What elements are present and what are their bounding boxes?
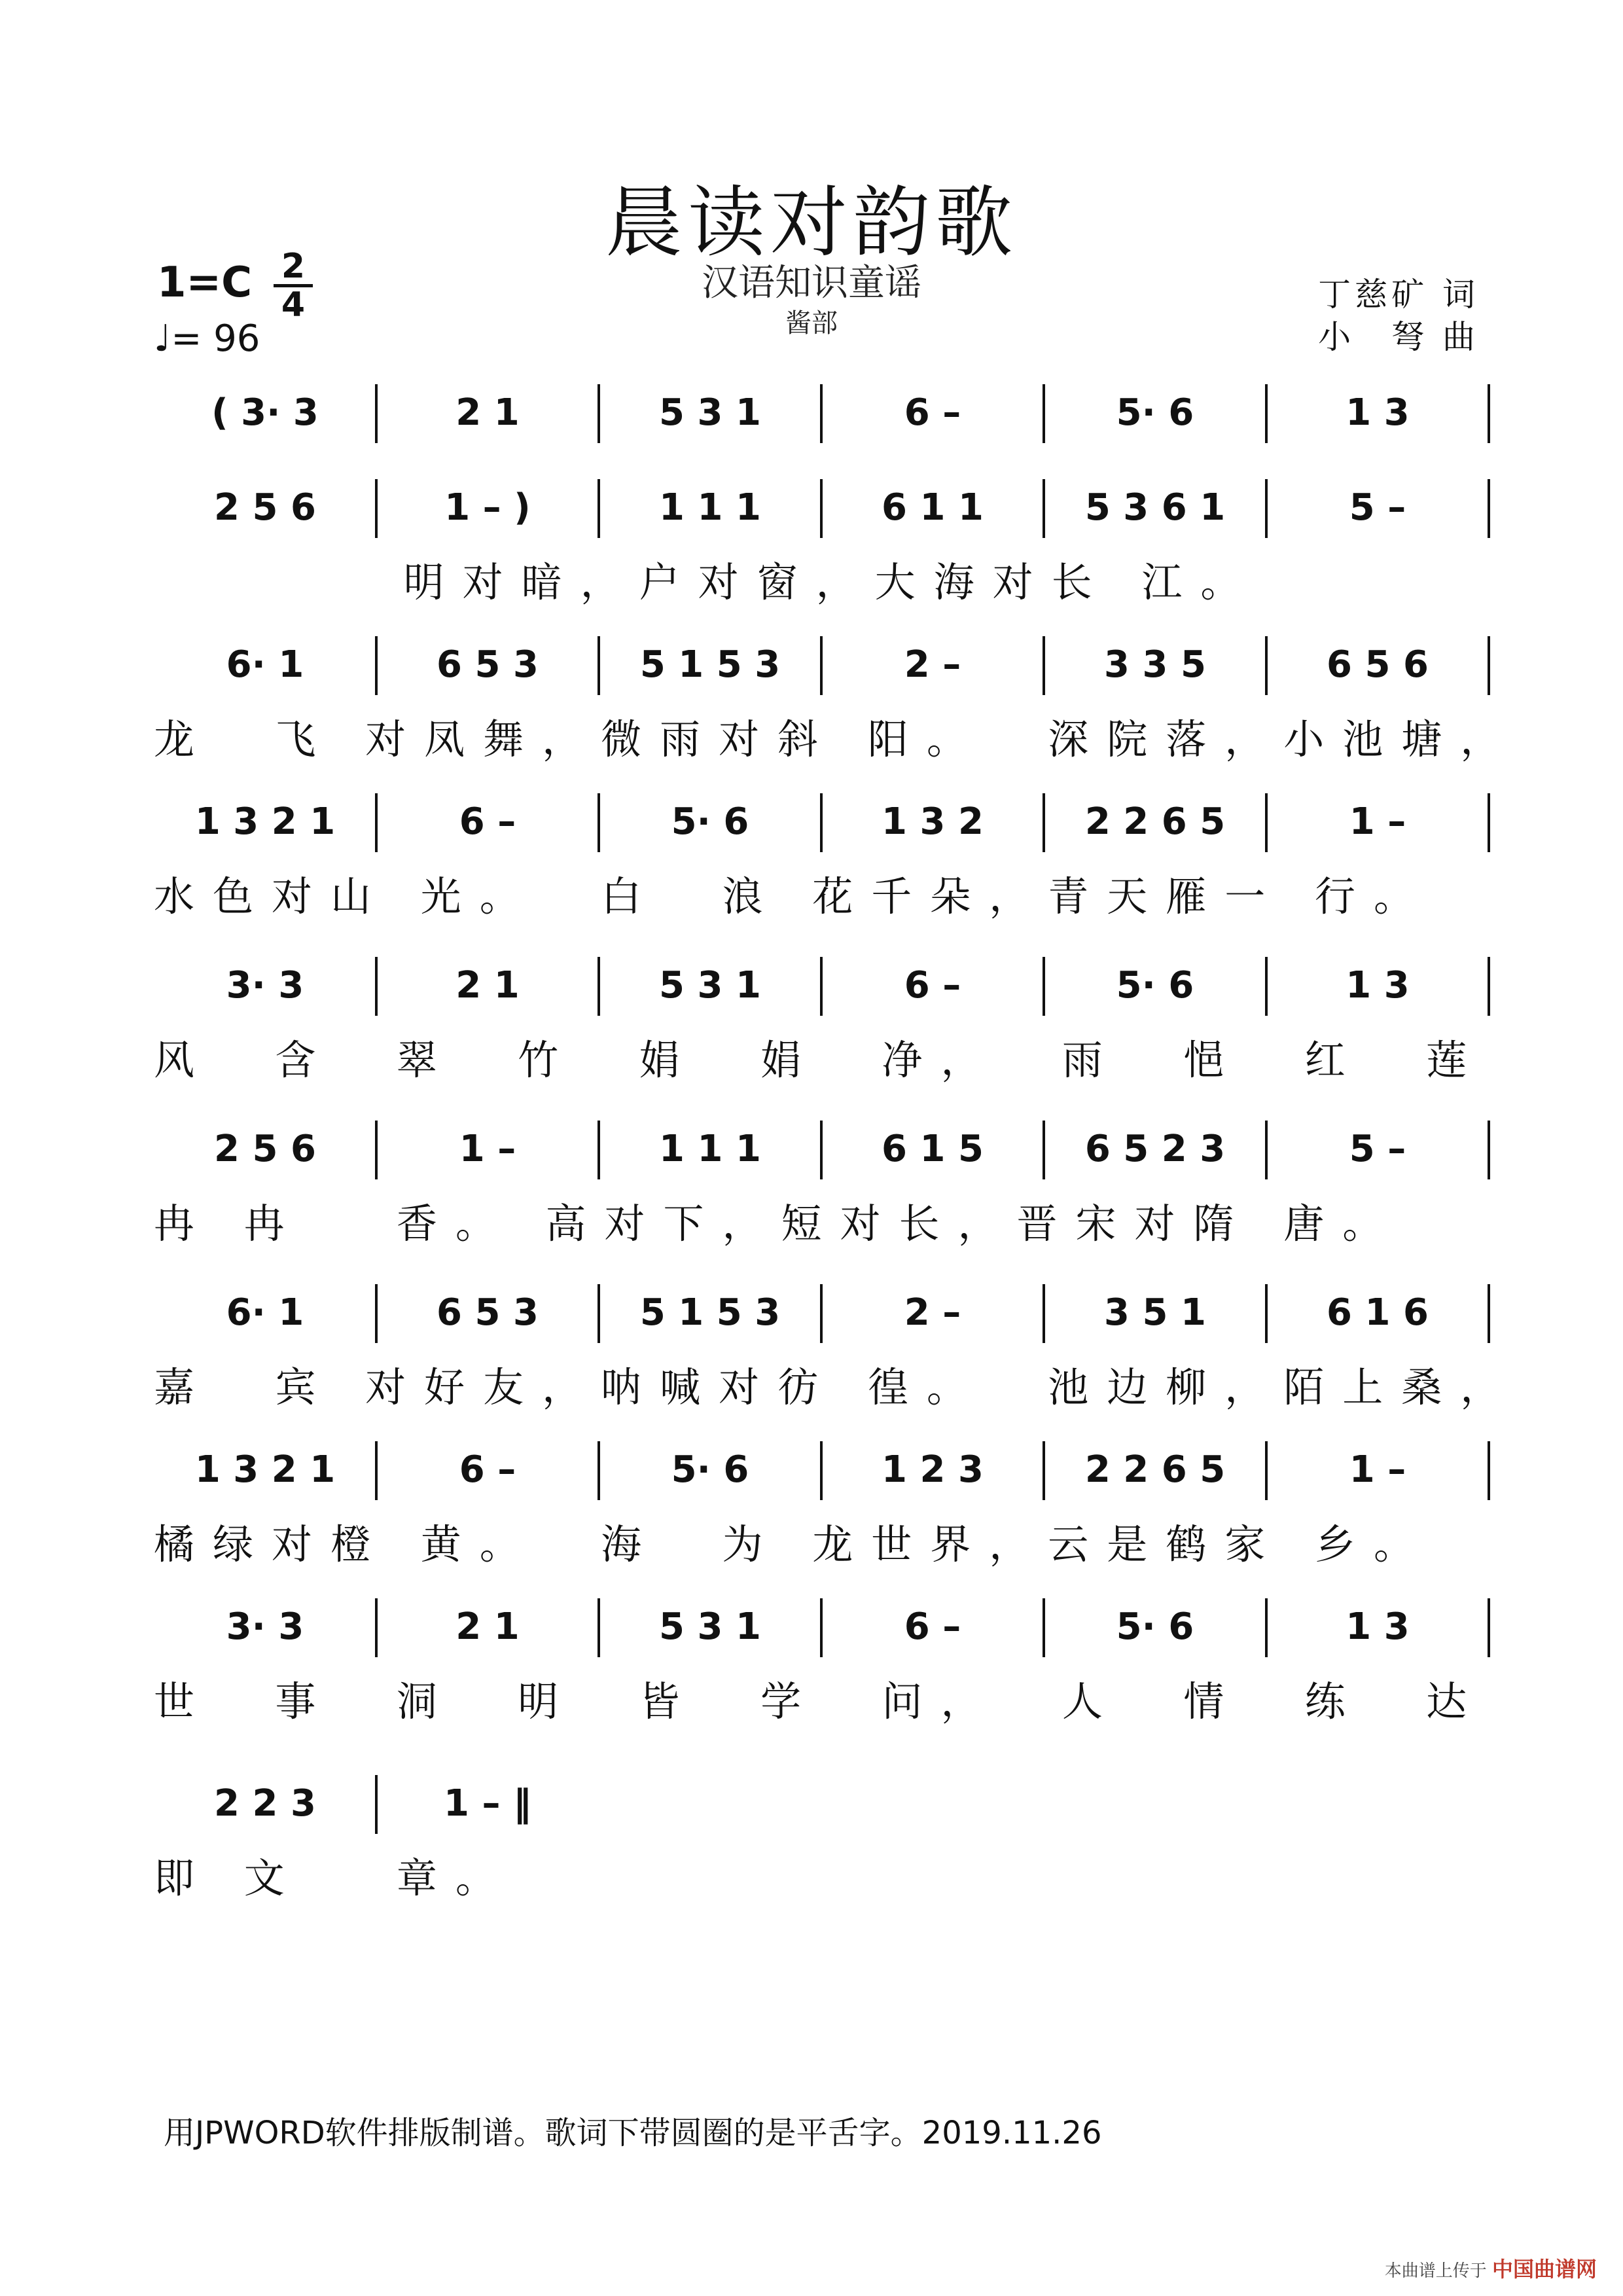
- measure: 5· 6: [1116, 963, 1194, 1007]
- score-row: [154, 471, 1489, 622]
- key-signature: 1=C: [157, 259, 253, 307]
- measure: 5 –: [1349, 1127, 1406, 1170]
- measure: 1 3: [1346, 1605, 1410, 1648]
- measure: 1 2 3: [882, 1448, 984, 1491]
- measure: 5 1 5 3: [639, 1291, 781, 1334]
- song-subsubtitle: 酱部: [785, 308, 838, 338]
- measure: 2 1: [455, 1605, 520, 1648]
- notes-line: [154, 1767, 599, 1839]
- measure: 3· 3: [226, 963, 304, 1007]
- notes-line: [154, 1276, 1489, 1348]
- time-sig-bottom: 4: [281, 285, 306, 325]
- measure: 6 –: [459, 800, 516, 843]
- measure: 1 –: [459, 1127, 516, 1170]
- measure: 5· 6: [1116, 1605, 1194, 1648]
- score-row: [154, 1590, 1489, 1741]
- lyricist-credit: 丁慈矿 词: [1318, 276, 1479, 314]
- measure: 3 3 5: [1104, 643, 1206, 686]
- measure: 5 –: [1349, 486, 1406, 529]
- song-subtitle: 汉语知识童谣: [702, 262, 921, 304]
- measure: 5 3 1: [659, 391, 761, 434]
- notes-line: [154, 376, 1489, 448]
- measure: 6· 1: [226, 643, 304, 686]
- measure: 1 – ‖: [444, 1782, 531, 1825]
- measure: 6 5 3: [437, 1291, 539, 1334]
- measure: 2 –: [904, 1291, 961, 1334]
- lyrics-line: 橘绿对橙 黄。 海 为 龙世界，云是鹤家 乡。: [154, 1520, 1433, 1568]
- notes-line: [154, 785, 1489, 857]
- measure: 5 3 1: [659, 1605, 761, 1648]
- notes-line: [154, 628, 1489, 700]
- measure: 2 1: [455, 963, 520, 1007]
- lyrics-line: 明对暗，户对窗，大海对长 江。: [154, 558, 1260, 606]
- lyrics-line: 风 含 翠 竹 娟 娟 净， 雨 悒 红 莲: [154, 1036, 1486, 1084]
- measure: 1 3: [1346, 391, 1410, 434]
- measure: 2 5 6: [214, 486, 316, 529]
- measure: 3· 3: [226, 1605, 304, 1648]
- measure: 1 – ): [444, 486, 531, 529]
- measure: 1 3 2 1: [194, 1448, 336, 1491]
- measure: 5· 6: [671, 1448, 749, 1491]
- measure: 1 3 2: [882, 800, 984, 843]
- lyrics-line: 嘉 宾 对好友，呐喊对彷 徨。 池边柳，陌上桑，: [154, 1363, 1520, 1411]
- notes-line: [154, 1590, 1489, 1662]
- measure: 1 –: [1349, 800, 1406, 843]
- measure: 6· 1: [226, 1291, 304, 1334]
- notes-line: [154, 1113, 1489, 1185]
- measure: 1 3: [1346, 963, 1410, 1007]
- notes-line: [154, 1433, 1489, 1505]
- measure: 1 1 1: [659, 1127, 761, 1170]
- score-row: [154, 949, 1489, 1100]
- score-row: [154, 1276, 1520, 1427]
- measure: 6 –: [904, 391, 961, 434]
- measure: 6 5 6: [1327, 643, 1429, 686]
- measure: 5 3 6 1: [1084, 486, 1226, 529]
- notes-line: [154, 949, 1489, 1021]
- measure: 5 1 5 3: [639, 643, 781, 686]
- time-signature: [274, 247, 313, 325]
- time-sig-top: 2: [281, 247, 306, 286]
- measure: 2 2 6 5: [1084, 1448, 1226, 1491]
- lyrics-line: 即 文 章。: [154, 1854, 514, 1902]
- measure: 6 –: [904, 1605, 961, 1648]
- measure: 2 2 6 5: [1084, 800, 1226, 843]
- score-row: [154, 785, 1489, 936]
- score-row: [154, 1113, 1489, 1263]
- measure: 6 –: [904, 963, 961, 1007]
- measure: 5 3 1: [659, 963, 761, 1007]
- tempo-marking: ♩= 96: [154, 317, 260, 360]
- measure: 5· 6: [671, 800, 749, 843]
- lyrics-line: 水色对山 光。 白 浪 花千朵，青天雁一 行。: [154, 872, 1433, 920]
- measure: 6 5 3: [437, 643, 539, 686]
- footer-note: 用JPWORD软件排版制谱。歌词下带圆圈的是平舌字。2019.11.26: [164, 2115, 1102, 2151]
- measure: 2 1: [455, 391, 520, 434]
- lyrics-line: 龙 飞 对凤舞，微雨对斜 阳。 深院落，小池塘，: [154, 715, 1520, 763]
- measure: 6 1 5: [882, 1127, 984, 1170]
- score-row: [154, 628, 1520, 779]
- notes-line: [154, 471, 1489, 543]
- lyrics-line: 冉 冉 香。 高对下，短对长，晋宋对隋 唐。: [154, 1200, 1402, 1247]
- score-row: [154, 1433, 1489, 1584]
- measure: 6 1 1: [882, 486, 984, 529]
- watermark-prefix: 本曲谱上传于: [1384, 2261, 1487, 2281]
- measure: 3 5 1: [1104, 1291, 1206, 1334]
- measure: 2 2 3: [214, 1782, 316, 1825]
- measure: 1 1 1: [659, 486, 761, 529]
- lyrics-line: 世 事 洞 明 皆 学 问， 人 情 练 达: [154, 1677, 1486, 1725]
- measure: 2 5 6: [214, 1127, 316, 1170]
- song-title: 晨读对韵歌: [605, 177, 1018, 268]
- watermark-brand: 中国曲谱网: [1491, 2257, 1597, 2282]
- measure: ( 3· 3: [211, 391, 319, 434]
- measure: 5· 6: [1116, 391, 1194, 434]
- measure: 1 –: [1349, 1448, 1406, 1491]
- watermark: [1385, 2253, 1597, 2283]
- measure: 6 5 2 3: [1084, 1127, 1226, 1170]
- score-row: [154, 1767, 1489, 1918]
- measure: 1 3 2 1: [194, 800, 336, 843]
- measure: 6 –: [459, 1448, 516, 1491]
- measure: 6 1 6: [1327, 1291, 1429, 1334]
- composer-credit: 小 弩 曲: [1318, 318, 1479, 356]
- measure: 2 –: [904, 643, 961, 686]
